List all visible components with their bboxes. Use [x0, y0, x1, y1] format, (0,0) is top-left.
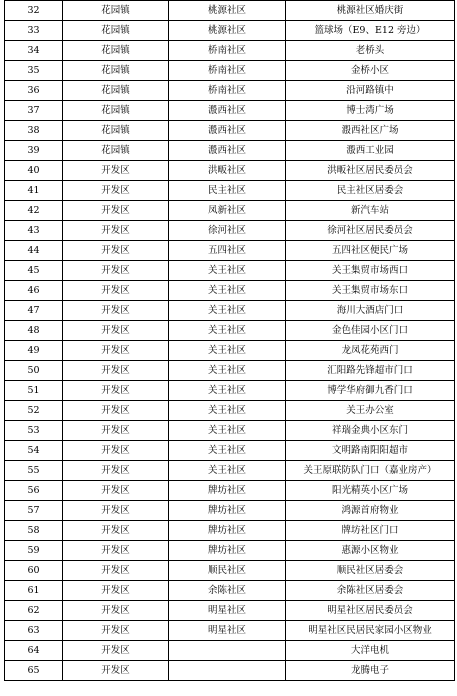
row-number-cell: 54: [5, 441, 63, 461]
location-cell: 惠源小区物业: [286, 541, 455, 561]
table-row: [5, 221, 455, 241]
community-cell: 明星社区: [169, 601, 286, 621]
table-row: [5, 21, 455, 41]
row-number-cell: 64: [5, 641, 63, 661]
community-cell: 徐河社区: [169, 221, 286, 241]
community-cell: 关王社区: [169, 461, 286, 481]
location-cell: 余陈社区居委会: [286, 581, 455, 601]
table-row: [5, 141, 455, 161]
row-number-cell: 53: [5, 421, 63, 441]
row-number-cell: 40: [5, 161, 63, 181]
community-cell: 溵西社区: [169, 101, 286, 121]
community-cell: 关王社区: [169, 421, 286, 441]
town-cell: 开发区: [63, 561, 169, 581]
town-cell: 开发区: [63, 601, 169, 621]
row-number-cell: 50: [5, 361, 63, 381]
community-cell: 关王社区: [169, 281, 286, 301]
location-cell: 汇阳路先锋超市门口: [286, 361, 455, 381]
community-cell: 关王社区: [169, 341, 286, 361]
town-cell: 花园镇: [63, 121, 169, 141]
location-cell: 顺民社区居委会: [286, 561, 455, 581]
table-row: [5, 621, 455, 641]
row-number-cell: 36: [5, 81, 63, 101]
town-cell: 开发区: [63, 381, 169, 401]
table-row: [5, 401, 455, 421]
location-cell: 博学华府御九香门口: [286, 381, 455, 401]
row-number-cell: 59: [5, 541, 63, 561]
community-cell: 牌坊社区: [169, 521, 286, 541]
location-cell: 沿河路镇中: [286, 81, 455, 101]
location-cell: 民主社区居委会: [286, 181, 455, 201]
community-cell: 民主社区: [169, 181, 286, 201]
town-cell: 开发区: [63, 241, 169, 261]
table-row: [5, 501, 455, 521]
table-row: [5, 121, 455, 141]
table-row: [5, 281, 455, 301]
table-body: [5, 1, 455, 681]
table-row: [5, 541, 455, 561]
town-cell: 开发区: [63, 221, 169, 241]
town-cell: 开发区: [63, 501, 169, 521]
table-row: [5, 41, 455, 61]
row-number-cell: 35: [5, 61, 63, 81]
location-cell: 龙凤花苑西门: [286, 341, 455, 361]
community-cell: 关王社区: [169, 321, 286, 341]
town-cell: 开发区: [63, 301, 169, 321]
table-row: [5, 301, 455, 321]
row-number-cell: 39: [5, 141, 63, 161]
location-cell: 洪畈社区居民委员会: [286, 161, 455, 181]
row-number-cell: 57: [5, 501, 63, 521]
community-cell: 关王社区: [169, 381, 286, 401]
town-cell: 花园镇: [63, 41, 169, 61]
community-cell: 溵西社区: [169, 121, 286, 141]
table-row: [5, 341, 455, 361]
table-row: [5, 521, 455, 541]
town-cell: 开发区: [63, 461, 169, 481]
town-cell: 开发区: [63, 261, 169, 281]
community-cell: 桃源社区: [169, 21, 286, 41]
community-cell: [169, 661, 286, 681]
town-cell: 开发区: [63, 361, 169, 381]
community-cell: 桥南社区: [169, 81, 286, 101]
town-cell: 开发区: [63, 521, 169, 541]
location-cell: 大洋电机: [286, 641, 455, 661]
location-cell: 关王办公室: [286, 401, 455, 421]
community-cell: 关王社区: [169, 261, 286, 281]
town-cell: 花园镇: [63, 101, 169, 121]
table-row: [5, 581, 455, 601]
location-cell: 鸿源首府物业: [286, 501, 455, 521]
table-row: [5, 161, 455, 181]
location-cell: 阳光精英小区广场: [286, 481, 455, 501]
table-row: [5, 61, 455, 81]
location-cell: 五四社区便民广场: [286, 241, 455, 261]
town-cell: 开发区: [63, 621, 169, 641]
table-row: [5, 561, 455, 581]
community-cell: 五四社区: [169, 241, 286, 261]
location-cell: 明星社区民居民家园小区物业: [286, 621, 455, 641]
row-number-cell: 49: [5, 341, 63, 361]
table-row: [5, 261, 455, 281]
row-number-cell: 61: [5, 581, 63, 601]
community-cell: [169, 641, 286, 661]
community-cell: 牌坊社区: [169, 501, 286, 521]
town-cell: 开发区: [63, 441, 169, 461]
town-cell: 开发区: [63, 481, 169, 501]
row-number-cell: 38: [5, 121, 63, 141]
community-cell: 明星社区: [169, 621, 286, 641]
location-cell: 龙腾电子: [286, 661, 455, 681]
town-cell: 开发区: [63, 161, 169, 181]
location-cell: 关王原联防队门口（嘉业房产）: [286, 461, 455, 481]
community-cell: 余陈社区: [169, 581, 286, 601]
town-cell: 开发区: [63, 181, 169, 201]
community-cell: 桃源社区: [169, 1, 286, 21]
table-row: [5, 641, 455, 661]
row-number-cell: 32: [5, 1, 63, 21]
location-cell: 金色佳园小区门口: [286, 321, 455, 341]
table-row: [5, 201, 455, 221]
town-cell: 开发区: [63, 401, 169, 421]
row-number-cell: 58: [5, 521, 63, 541]
table-row: [5, 1, 455, 21]
location-cell: 海川大酒店门口: [286, 301, 455, 321]
table-row: [5, 421, 455, 441]
row-number-cell: 62: [5, 601, 63, 621]
row-number-cell: 46: [5, 281, 63, 301]
community-cell: 洪畈社区: [169, 161, 286, 181]
location-cell: 文明路南阳阳超市: [286, 441, 455, 461]
row-number-cell: 41: [5, 181, 63, 201]
location-cell: 博士湾广场: [286, 101, 455, 121]
town-cell: 花园镇: [63, 21, 169, 41]
row-number-cell: 45: [5, 261, 63, 281]
row-number-cell: 63: [5, 621, 63, 641]
town-cell: 开发区: [63, 641, 169, 661]
row-number-cell: 52: [5, 401, 63, 421]
table-row: [5, 661, 455, 681]
table-row: [5, 241, 455, 261]
table-row: [5, 101, 455, 121]
town-cell: 开发区: [63, 421, 169, 441]
town-cell: 花园镇: [63, 141, 169, 161]
community-cell: 溵西社区: [169, 141, 286, 161]
table-row: [5, 321, 455, 341]
town-cell: 开发区: [63, 581, 169, 601]
location-cell: 祥瑞金典小区东门: [286, 421, 455, 441]
community-cell: 顺民社区: [169, 561, 286, 581]
table-row: [5, 361, 455, 381]
location-cell: 桃源社区婚庆街: [286, 1, 455, 21]
town-cell: 开发区: [63, 341, 169, 361]
row-number-cell: 48: [5, 321, 63, 341]
location-cell: 徐河社区居民委员会: [286, 221, 455, 241]
location-cell: 溵西社区广场: [286, 121, 455, 141]
location-cell: 溵西工业园: [286, 141, 455, 161]
table-row: [5, 441, 455, 461]
community-cell: 凤新社区: [169, 201, 286, 221]
table-row: [5, 181, 455, 201]
location-cell: 篮球场（E9、E12 旁边）: [286, 21, 455, 41]
table-row: [5, 381, 455, 401]
community-cell: 关王社区: [169, 361, 286, 381]
row-number-cell: 51: [5, 381, 63, 401]
location-cell: 关王集贸市场东口: [286, 281, 455, 301]
row-number-cell: 60: [5, 561, 63, 581]
row-number-cell: 44: [5, 241, 63, 261]
site-list-table: [4, 0, 455, 681]
row-number-cell: 37: [5, 101, 63, 121]
community-cell: 牌坊社区: [169, 481, 286, 501]
community-cell: 关王社区: [169, 301, 286, 321]
town-cell: 花园镇: [63, 81, 169, 101]
town-cell: 开发区: [63, 541, 169, 561]
location-cell: 牌坊社区门口: [286, 521, 455, 541]
row-number-cell: 56: [5, 481, 63, 501]
row-number-cell: 33: [5, 21, 63, 41]
row-number-cell: 43: [5, 221, 63, 241]
row-number-cell: 42: [5, 201, 63, 221]
community-cell: 关王社区: [169, 441, 286, 461]
location-cell: 明星社区居民委员会: [286, 601, 455, 621]
table-row: [5, 601, 455, 621]
community-cell: 关王社区: [169, 401, 286, 421]
row-number-cell: 47: [5, 301, 63, 321]
town-cell: 花园镇: [63, 61, 169, 81]
community-cell: 桥南社区: [169, 41, 286, 61]
table-row: [5, 81, 455, 101]
table-row: [5, 461, 455, 481]
community-cell: 桥南社区: [169, 61, 286, 81]
town-cell: 开发区: [63, 281, 169, 301]
community-cell: 牌坊社区: [169, 541, 286, 561]
town-cell: 开发区: [63, 661, 169, 681]
location-cell: 关王集贸市场西口: [286, 261, 455, 281]
town-cell: 开发区: [63, 201, 169, 221]
location-cell: 老桥头: [286, 41, 455, 61]
row-number-cell: 65: [5, 661, 63, 681]
table-row: [5, 481, 455, 501]
location-cell: 金桥小区: [286, 61, 455, 81]
row-number-cell: 55: [5, 461, 63, 481]
town-cell: 花园镇: [63, 1, 169, 21]
town-cell: 开发区: [63, 321, 169, 341]
row-number-cell: 34: [5, 41, 63, 61]
location-cell: 新汽车站: [286, 201, 455, 221]
